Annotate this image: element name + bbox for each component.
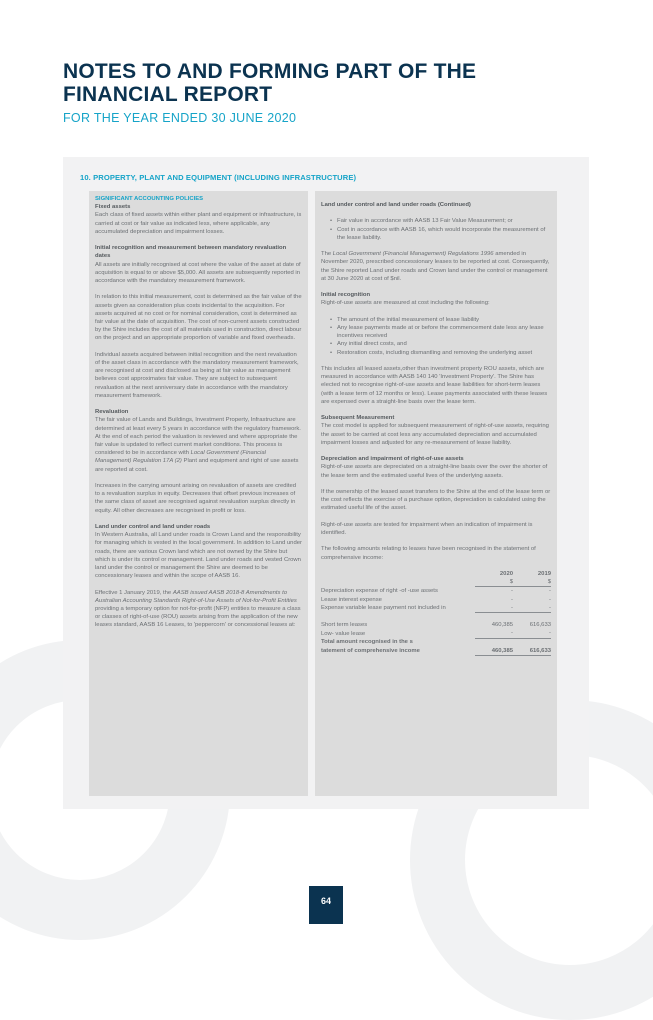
list-item: • Any initial direct costs, and bbox=[337, 340, 551, 348]
list-item: • The amount of the initial measurement of lease liability bbox=[337, 316, 551, 324]
initial-recognition-text: Right-of-use assets are measured at cost including the following: bbox=[321, 300, 490, 307]
table-cell: 460,385 bbox=[475, 647, 513, 656]
standard-reference: AASB issued AASB 2018-8 Amendments to Australian Accounting Standards Right-of-Use Assets of Not-for-Profit Entities bbox=[95, 589, 297, 604]
relation-text: In relation to this initial measurement, cost is determined as the fair value of the assets given as consideration plus costs incidental to the acquisition. For assets acquired at no cost or for nominal consideration, cost is determined as fair value at the date of acquisition. The cost of non-current assets constructed by the Shire includes the cost of all materials used in construction, direct labour on the project and an appropriate proportion of variable and fixed overheads. bbox=[95, 294, 302, 342]
fixed-assets-text: Each class of fixed assets within either plant and equipment or infrastructure, is carried at cost or fair value as indicated less, where applicable, any accumulated depreciation and impairment losses. bbox=[95, 212, 302, 235]
regulations-reference: Local Government (Financial Management) Regulations 1996 bbox=[332, 251, 494, 258]
table-cell: 616,633 bbox=[529, 622, 551, 629]
table-cell: Short term leases bbox=[321, 622, 368, 629]
table-cell: tatement of comprehensive income bbox=[321, 648, 420, 655]
includes-text: This includes all leased assets,other than investment property ROU assets, which are measured in accordance with AASB 140 140 'Investment Property'. The Shire has elected not to recognise right-of-use assets and lease liabilities for short-term leases (with a lease term of 12 months or less). Lease payments associated with these leases are expensed over a straight-line basis over the lease term. bbox=[321, 365, 548, 405]
table-row bbox=[321, 587, 551, 596]
following-amounts-text: The following amounts relating to leases have been recognised in the statement of comprehensive income: bbox=[321, 546, 536, 561]
subsequent-measurement-heading: Subsequent Measurement bbox=[321, 415, 395, 422]
table-row bbox=[321, 638, 551, 647]
table-cell: 616,633 bbox=[513, 647, 551, 656]
table-cell: - bbox=[511, 596, 513, 603]
table-header-row bbox=[321, 570, 551, 578]
table-spacer-row bbox=[321, 612, 551, 621]
depreciation-heading: Depreciation and impairment of right-of-use assets bbox=[321, 456, 464, 463]
initial-recognition-heading: Initial recognition bbox=[321, 292, 371, 299]
continued-heading: Land under control and land under roads (Continued) bbox=[321, 202, 471, 208]
regulations-text bbox=[321, 250, 551, 283]
table-row bbox=[321, 629, 551, 638]
policies-heading: SIGNIFICANT ACCOUNTING POLICIES bbox=[95, 196, 204, 202]
effective-text bbox=[95, 589, 302, 630]
list-item: • Any lease payments made at or before the commencement date less any lease incentives received bbox=[337, 324, 551, 340]
table-cell bbox=[513, 638, 551, 647]
initial-measurement-heading: Initial recognition and measurement between mandatory revaluation dates bbox=[95, 245, 287, 260]
table-cell: - bbox=[475, 604, 513, 613]
regulation-reference: Local Government (Financial Management) Regulation 17A (2) bbox=[95, 450, 266, 465]
lease-amounts-table bbox=[321, 570, 551, 656]
table-cell: Total amount recognised in the s bbox=[321, 639, 413, 646]
page-number: 64 bbox=[309, 886, 343, 924]
land-under-control-heading: Land under control and land under roads bbox=[95, 524, 211, 531]
fixed-assets-heading: Fixed assets bbox=[95, 204, 131, 211]
effective-text-part: providing a temporary option for not-for-profit (NFP) entities to measure a class or classes of right-of-use (ROU) assets arising from the application of the new leases standard, AASB 16 Leases, to 'peppercorn' or concessional leases at: bbox=[95, 606, 301, 629]
list-item: • Cost in accordance with AASB 16, which would incorporate the measurement of the lease liability. bbox=[337, 226, 551, 242]
table-cell: Lease interest expense bbox=[321, 596, 382, 603]
table-header-cell: 2019 bbox=[537, 570, 551, 577]
right-column bbox=[315, 191, 557, 796]
table-cell: Expense variable lease payment not included in bbox=[321, 605, 446, 612]
list-item: • Fair value in accordance with AASB 13 Fair Value Measurement; or bbox=[337, 217, 551, 225]
regulations-text-part: amended in November 2020, prescribed concessionary leases to be reported at cost. Consequently, the Shire reported Land under roads and Crown land under the control or management at 30 June 2020 at cost of $nil. bbox=[321, 251, 550, 282]
table-cell: Low- value lease bbox=[321, 630, 366, 637]
table-cell: - bbox=[511, 588, 513, 595]
table-cell: - bbox=[513, 604, 551, 613]
page-subtitle: FOR THE YEAR ENDED 30 JUNE 2020 bbox=[63, 111, 297, 125]
table-row bbox=[321, 621, 551, 629]
table-row bbox=[321, 596, 551, 604]
individual-assets-text: Individual assets acquired between initial recognition and the next revaluation of the asset class in accordance with the mandatory measurement framework, are recognised at cost and disclosed as being at fair value as management believes cost approximates fair value. They are subject to subsequent revaluation at the next anniversary date in accordance with the mandatory measurement framework. bbox=[95, 351, 299, 399]
cost-components-list bbox=[321, 316, 551, 357]
measurement-options-list bbox=[321, 217, 551, 242]
depreciation-text: Right-of-use assets are depreciated on a straight-line basis over the over the shorter of the lease term and the estimated useful lives of the underlying assets. bbox=[321, 464, 548, 479]
table-cell: - bbox=[549, 596, 551, 603]
section-heading: 10. PROPERTY, PLANT AND EQUIPMENT (INCLUDING INFRASTRUCTURE) bbox=[80, 173, 357, 182]
table-cell bbox=[475, 638, 513, 647]
table-row bbox=[321, 604, 551, 613]
table-cell bbox=[321, 578, 475, 587]
table-cell: Depreciation expense of right -of -use assets bbox=[321, 588, 438, 595]
subsequent-measurement-text: The cost model is applied for subsequent measurement of right-of-use assets, requiring the asset to be carried at cost less any accumulated depreciation and accumulated impairment losses and adjusted for any re-measurement of lease liability. bbox=[321, 423, 549, 446]
table-cell: - bbox=[475, 629, 513, 638]
table-cell: 460,385 bbox=[491, 622, 513, 629]
land-under-control-text: In Western Australia, all Land under roads is Crown Land and the responsibility for managing which is vested in the local government. In addition to Land under roads, there are various Crown land which are not owned by the Shire but which is under its control or management. Land under roads and vested Crown land under the control or management the Shire are deemed to be concessionary leases and within the scope of AASB 16. bbox=[95, 532, 302, 580]
table-cell: - bbox=[513, 629, 551, 638]
effective-text-part: Effective 1 January 2019, the bbox=[95, 589, 172, 596]
table-cell: - bbox=[549, 588, 551, 595]
left-column bbox=[89, 191, 308, 796]
table-header-cell: 2020 bbox=[499, 570, 513, 577]
table-header-cell bbox=[321, 570, 475, 578]
table-total-row bbox=[321, 647, 551, 656]
revaluation-text-part: Plant and equipment and right of use assets are reported at cost. bbox=[95, 458, 299, 473]
impairment-test-text: Right-of-use assets are tested for impairment when an indication of impairment is identified. bbox=[321, 521, 533, 536]
initial-measurement-text: All assets are initially recognised at cost where the value of the asset at date of acquisition is equal to or above $5,000. All assets are subsequently reported in accordance with the mandatory measurement framework. bbox=[95, 261, 301, 285]
increases-text: Increases in the carrying amount arising on revaluation of assets are credited to a revaluation surplus in equity. Decreases that offset previous increases of the same class of asset are recognised against revaluation surplus directly in equity. All other decreases are recognised in profit or loss. bbox=[95, 483, 297, 514]
revaluation-text bbox=[95, 416, 302, 473]
ownership-text: If the ownership of the leased asset transfers to the Shire at the end of the lease term or the cost reflects the exercise of a purchase option, depreciation is calculated using the estimated useful life of the asset. bbox=[321, 488, 551, 512]
list-item: • Restoration costs, including dismantling and removing the underlying asset bbox=[337, 349, 551, 357]
table-units-row bbox=[321, 578, 551, 587]
revaluation-text-part: The fair value of Lands and Buildings, Investment Property, Infrastructure are determined at least every 5 years in accordance with the regulatory framework. At the end of each period the valuation is reviewed and where appropriate the fair value is updated to reflect current market conditions. This process is considered to be in accordance with bbox=[95, 417, 301, 457]
revaluation-heading: Revaluation bbox=[95, 409, 129, 416]
regulations-text-part: The bbox=[321, 251, 332, 258]
table-cell: $ bbox=[513, 578, 551, 587]
page-title: NOTES TO AND FORMING PART OF THE FINANCIAL REPORT bbox=[63, 60, 477, 106]
table-cell: $ bbox=[475, 578, 513, 587]
